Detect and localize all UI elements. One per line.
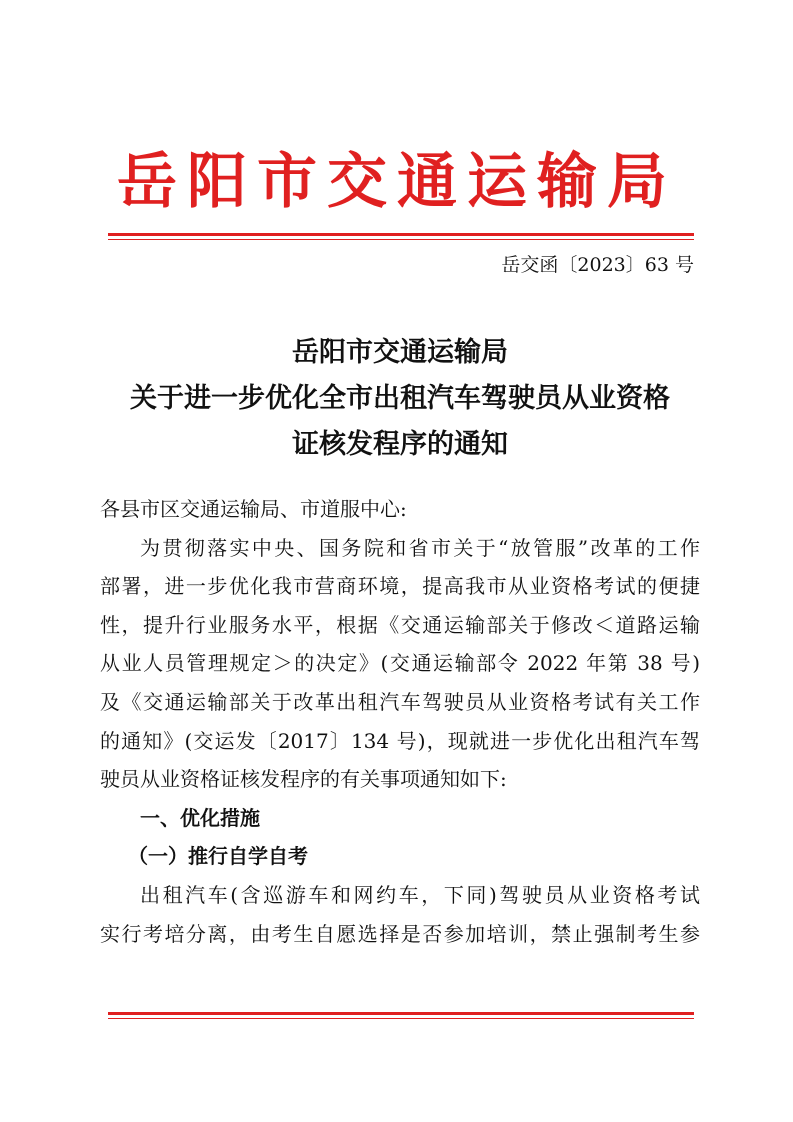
notice-title-line-2: 关于进一步优化全市出租汽车驾驶员从业资格	[130, 383, 670, 414]
paragraph-1-line-2: 部署，进一步优化我市营商环境，提高我市从业资格考试的便捷	[100, 574, 700, 599]
notice-title-line-1: 岳阳市交通运输局	[292, 337, 508, 368]
paragraph-1-line-7: 驶员从业资格证核发程序的有关事项通知如下:	[100, 767, 507, 792]
header-red-rule-thin	[108, 239, 694, 240]
header-red-rule-thick	[108, 233, 694, 236]
paragraph-1-line-5: 及《交通运输部关于改革出租汽车驾驶员从业资格考试有关工作	[100, 689, 700, 714]
paragraph-2-line-2: 实行考培分离，由考生自愿选择是否参加培训，禁止强制考生参	[100, 921, 700, 946]
document-number: 岳交函〔2023〕63 号	[501, 254, 694, 276]
paragraph-1-line-1: 为贯彻落实中央、国务院和省市关于“放管服”改革的工作	[140, 535, 700, 560]
footer-red-rule-thick	[108, 1012, 694, 1015]
notice-title-line-3: 证核发程序的通知	[292, 429, 508, 460]
agency-header: 岳阳市交通运输局	[117, 147, 677, 217]
paragraph-1-line-4: 从业人员管理规定＞的决定》(交通运输部令 2022 年第 38 号)	[100, 651, 700, 676]
paragraph-2-line-1: 出租汽车(含巡游车和网约车，下同)驾驶员从业资格考试	[140, 882, 700, 907]
section-heading-1: 一、优化措施	[140, 805, 260, 830]
paragraph-1-line-3: 性，提升行业服务水平，根据《交通运输部关于修改＜道路运输	[100, 612, 700, 637]
addressee: 各县市区交通运输局、市道服中心:	[100, 497, 407, 521]
notice-title	[100, 330, 700, 468]
notice-body	[100, 490, 700, 953]
subsection-heading-1: （一）推行自学自考	[128, 844, 308, 869]
footer-red-rule-thin	[108, 1018, 694, 1019]
paragraph-1-line-6: 的通知》(交运发〔2017〕134 号)，现就进一步优化出租汽车驾	[100, 728, 700, 753]
